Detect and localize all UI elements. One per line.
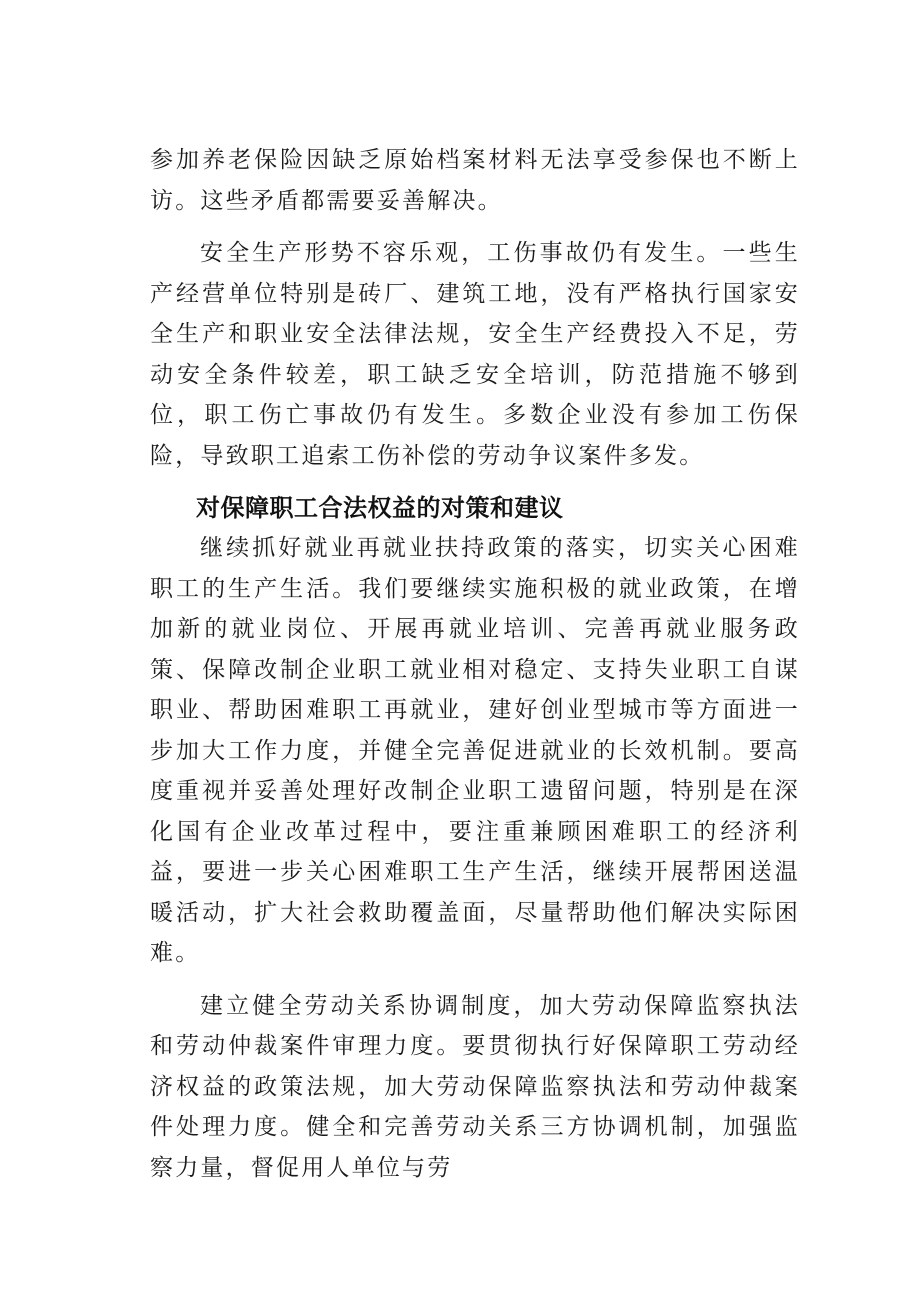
- paragraph-employment-policy: 继续抓好就业再就业扶持政策的落实，切实关心困难职工的生产生活。我们要继续实施积极的就业政策，在增加新的就业岗位、开展再就业培训、完善再就业服务政策、保障改制企业职工就业相对稳定、支持失业职工自谋职业、帮助困难职工再就业，建好创业型城市等方面进一步加大工作力度，并健全完善促进就业的长效机制。要高度重视并妥善处理好改制企业职工遗留问题，特别是在深化国有企业改革过程中，要注重兼顾困难职工的经济利益，要进一步关心困难职工生产生活，继续开展帮困送温暖活动，扩大社会救助覆盖面，尽量帮助他们解决实际困难。: [150, 535, 800, 966]
- section-heading: 对保障职工合法权益的对策和建议: [196, 494, 564, 522]
- paragraph-labor-relations: 建立健全劳动关系协调制度，加大劳动保障监察执法和劳动仲裁案件审理力度。要贯彻执行好保障职工劳动经济权益的政策法规，加大劳动保障监察执法和劳动仲裁案件处理力度。健全和完善劳动关系三方协调机制，加强监察力量，督促用人单位与劳: [150, 992, 800, 1181]
- document-page: [150, 140, 800, 1200]
- paragraph-continued: 参加养老保险因缺乏原始档案材料无法享受参保也不断上访。这些矛盾都需要妥善解决。: [150, 147, 800, 214]
- paragraph-safety-production: 安全生产形势不容乐观，工伤事故仍有发生。一些生产经营单位特别是砖厂、建筑工地，没有严格执行国家安全生产和职业安全法律法规，安全生产经费投入不足，劳动安全条件较差，职工缺乏安全培训，防范措施不够到位，职工伤亡事故仍有发生。多数企业没有参加工伤保险，导致职工追索工伤补偿的劳动争议案件多发。: [150, 240, 800, 469]
